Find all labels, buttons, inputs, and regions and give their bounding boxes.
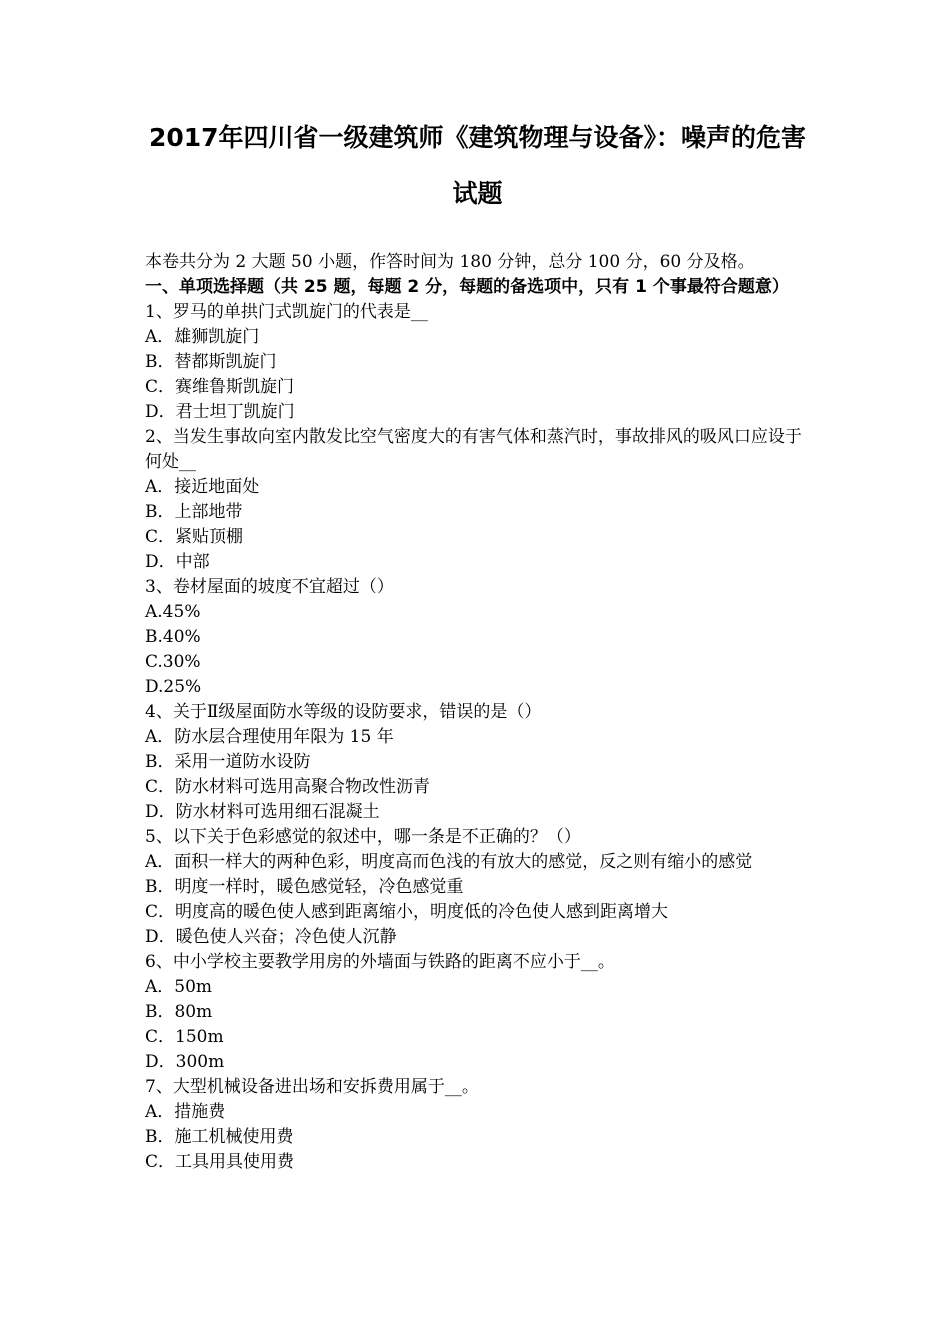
answer-option: B．明度一样时，暖色感觉轻，冷色感觉重 — [145, 877, 464, 897]
answer-option: B．上部地带 — [145, 502, 243, 522]
answer-option: C．明度高的暖色使人感到距离缩小，明度低的冷色使人感到距离增大 — [145, 902, 669, 922]
question-stem: 1、罗马的单拱门式凯旋门的代表是__ — [145, 302, 428, 322]
answer-option: B.40% — [145, 627, 201, 647]
answer-option: D．中部 — [145, 552, 210, 572]
answer-option: B．施工机械使用费 — [145, 1127, 294, 1147]
answer-option: A．雄狮凯旋门 — [145, 327, 260, 347]
answer-option: C．工具用具使用费 — [145, 1152, 295, 1172]
answer-option: A．面积一样大的两种色彩，明度高而色浅的有放大的感觉，反之则有缩小的感觉 — [145, 852, 753, 872]
question-item — [145, 700, 810, 825]
document-title: 2017年四川省一级建筑师《建筑物理与设备》：噪声的危害试题 — [148, 123, 807, 208]
question-item — [145, 1075, 810, 1175]
answer-option: B．替都斯凯旋门 — [145, 352, 277, 372]
answer-option: D．防水材料可选用细石混凝土 — [145, 802, 380, 822]
question-stem: 3、卷材屋面的坡度不宜超过（） — [145, 577, 394, 597]
question-stem: 5、以下关于色彩感觉的叙述中，哪一条是不正确的？（） — [145, 827, 581, 847]
question-item — [145, 575, 810, 700]
question-item — [145, 825, 810, 950]
question-stem: 2、当发生事故向室内散发比空气密度大的有害气体和蒸汽时，事故排风的吸风口应设于何处__ — [145, 427, 802, 472]
answer-option: C．防水材料可选用高聚合物改性沥青 — [145, 777, 431, 797]
answer-option: A.45% — [145, 602, 201, 622]
answer-option: A．措施费 — [145, 1102, 226, 1122]
section-heading: 一、单项选择题（共 25 题，每题 2 分，每题的备选项中，只有 1 个事最符合题意） — [145, 277, 789, 297]
question-list — [145, 300, 810, 1175]
answer-option: D.25% — [145, 677, 202, 697]
answer-option: A．防水层合理使用年限为 15 年 — [145, 727, 394, 747]
question-item — [145, 950, 810, 1075]
question-stem: 6、中小学校主要教学用房的外墙面与铁路的距离不应小于__。 — [145, 952, 615, 972]
answer-option: D．君士坦丁凯旋门 — [145, 402, 295, 422]
answer-option: C．赛维鲁斯凯旋门 — [145, 377, 295, 397]
answer-option: C.30% — [145, 652, 201, 672]
question-item — [145, 300, 810, 425]
answer-option: D．300m — [145, 1052, 225, 1072]
answer-option: A．50m — [145, 977, 213, 997]
answer-option: C．150m — [145, 1027, 224, 1047]
answer-option: A．接近地面处 — [145, 477, 260, 497]
question-item — [145, 425, 810, 575]
question-stem: 7、大型机械设备进出场和安拆费用属于__。 — [145, 1077, 479, 1097]
answer-option: D．暖色使人兴奋；冷色使人沉静 — [145, 927, 397, 947]
exam-intro: 本卷共分为 2 大题 50 小题，作答时间为 180 分钟，总分 100 分，60 分及格。 — [145, 252, 755, 272]
answer-option: B．80m — [145, 1002, 213, 1022]
question-stem: 4、关于Ⅱ级屋面防水等级的设防要求，错误的是（） — [145, 702, 542, 722]
answer-option: C．紧贴顶棚 — [145, 527, 244, 547]
answer-option: B．采用一道防水设防 — [145, 752, 311, 772]
